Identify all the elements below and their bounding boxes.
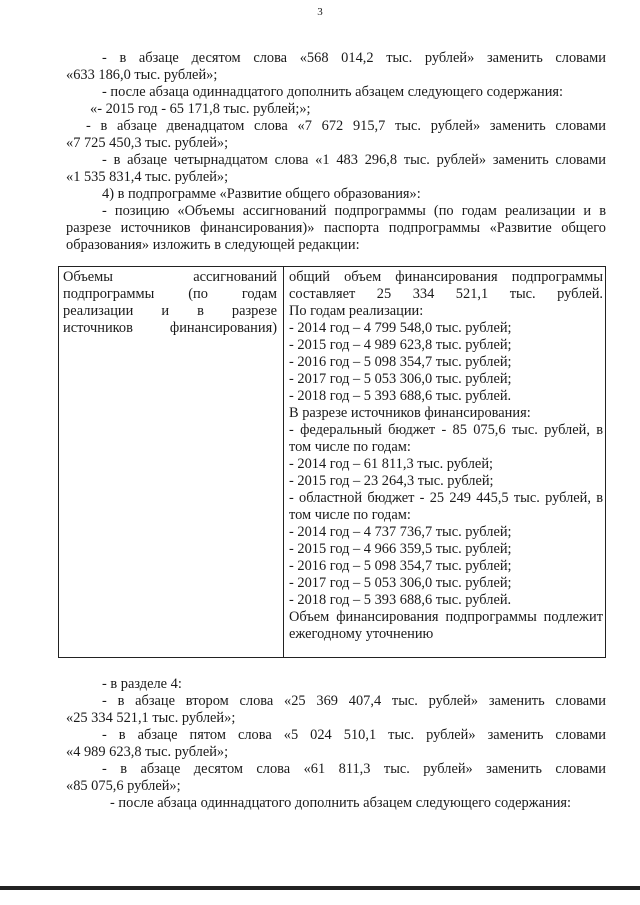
paragraph: - в абзаце десятом слова «568 014,2 тыс. рублей» заменить словами	[102, 50, 606, 66]
table-left-cell-text: Объемы ассигнований подпрограммы (по годам реализации и в разрезе источников финансирования)	[63, 269, 277, 336]
table-right-line: - 2015 год – 23 264,3 тыс. рублей;	[289, 473, 494, 489]
table-right-cell	[289, 269, 603, 643]
paragraph: - после абзаца одиннадцатого дополнить абзацем следующего содержания:	[110, 795, 572, 811]
table-right-line: - областной бюджет - 25 249 445,5 тыс. рублей, в том числе по годам:	[289, 490, 603, 523]
table-left-cell	[63, 269, 277, 337]
table-right-line: общий объем финансирования подпрограммы составляет 25 334 521,1 тыс. рублей.	[289, 269, 603, 302]
table-right-line: - 2018 год – 5 393 688,6 тыс. рублей.	[289, 388, 512, 404]
paragraph: 4) в подпрограмме «Развитие общего образования»:	[102, 186, 421, 202]
paragraph: - в абзаце двенадцатом слова «7 672 915,7 тыс. рублей» заменить словами	[86, 118, 606, 134]
table-right-line: По годам реализации:	[289, 303, 424, 319]
paragraph: «633 186,0 тыс. рублей»;	[66, 67, 218, 83]
paragraph: «7 725 450,3 тыс. рублей»;	[66, 135, 229, 151]
table-right-line: - 2016 год – 5 098 354,7 тыс. рублей;	[289, 354, 512, 370]
table-right-line: Объем финансирования подпрограммы подлежит ежегодному уточнению	[289, 609, 603, 642]
table-right-line: - 2014 год – 61 811,3 тыс. рублей;	[289, 456, 494, 472]
table-right-line: - 2016 год – 5 098 354,7 тыс. рублей;	[289, 558, 512, 574]
document-body-bottom	[66, 676, 606, 812]
table-right-line: - 2017 год – 5 053 306,0 тыс. рублей;	[289, 371, 512, 387]
paragraph: «4 989 623,8 тыс. рублей»;	[66, 744, 229, 760]
paragraph: - после абзаца одиннадцатого дополнить абзацем следующего содержания:	[102, 84, 564, 100]
paragraph: - в разделе 4:	[102, 676, 182, 692]
table-right-line: - 2015 год – 4 966 359,5 тыс. рублей;	[289, 541, 512, 557]
funding-table	[58, 266, 606, 658]
paragraph: «1 535 831,4 тыс. рублей»;	[66, 169, 229, 185]
table-right-line: В разрезе источников финансирования:	[289, 405, 531, 421]
paragraph: - в абзаце втором слова «25 369 407,4 тыс. рублей» заменить словами	[102, 693, 606, 709]
table-column-divider	[283, 267, 284, 657]
paragraph: - в абзаце десятом слова «61 811,3 тыс. рублей» заменить словами	[102, 761, 606, 777]
paragraph: - в абзаце пятом слова «5 024 510,1 тыс. рублей» заменить словами	[102, 727, 606, 743]
table-right-line: - 2017 год – 5 053 306,0 тыс. рублей;	[289, 575, 512, 591]
paragraph: «25 334 521,1 тыс. рублей»;	[66, 710, 236, 726]
paragraph: - позицию «Объемы ассигнований подпрограммы (по годам реализации и в разрезе источников финансирования)» паспорта подпрограммы «Развитие общего образования» изложить в следующей редакции:	[66, 203, 606, 253]
paragraph: - в абзаце четырнадцатом слова «1 483 296,8 тыс. рублей» заменить словами	[102, 152, 606, 168]
paragraph: «85 075,6 рублей»;	[66, 778, 181, 794]
page-number: 3	[317, 6, 323, 18]
page-bottom-rule	[0, 886, 640, 890]
table-right-line: - федеральный бюджет - 85 075,6 тыс. рублей, в том числе по годам:	[289, 422, 603, 455]
table-right-line: - 2018 год – 5 393 688,6 тыс. рублей.	[289, 592, 512, 608]
paragraph: «- 2015 год - 65 171,8 тыс. рублей;»;	[90, 101, 311, 117]
table-right-line: - 2014 год – 4 799 548,0 тыс. рублей;	[289, 320, 512, 336]
table-right-line: - 2014 год – 4 737 736,7 тыс. рублей;	[289, 524, 512, 540]
document-body-top	[66, 50, 606, 254]
table-right-line: - 2015 год – 4 989 623,8 тыс. рублей;	[289, 337, 512, 353]
